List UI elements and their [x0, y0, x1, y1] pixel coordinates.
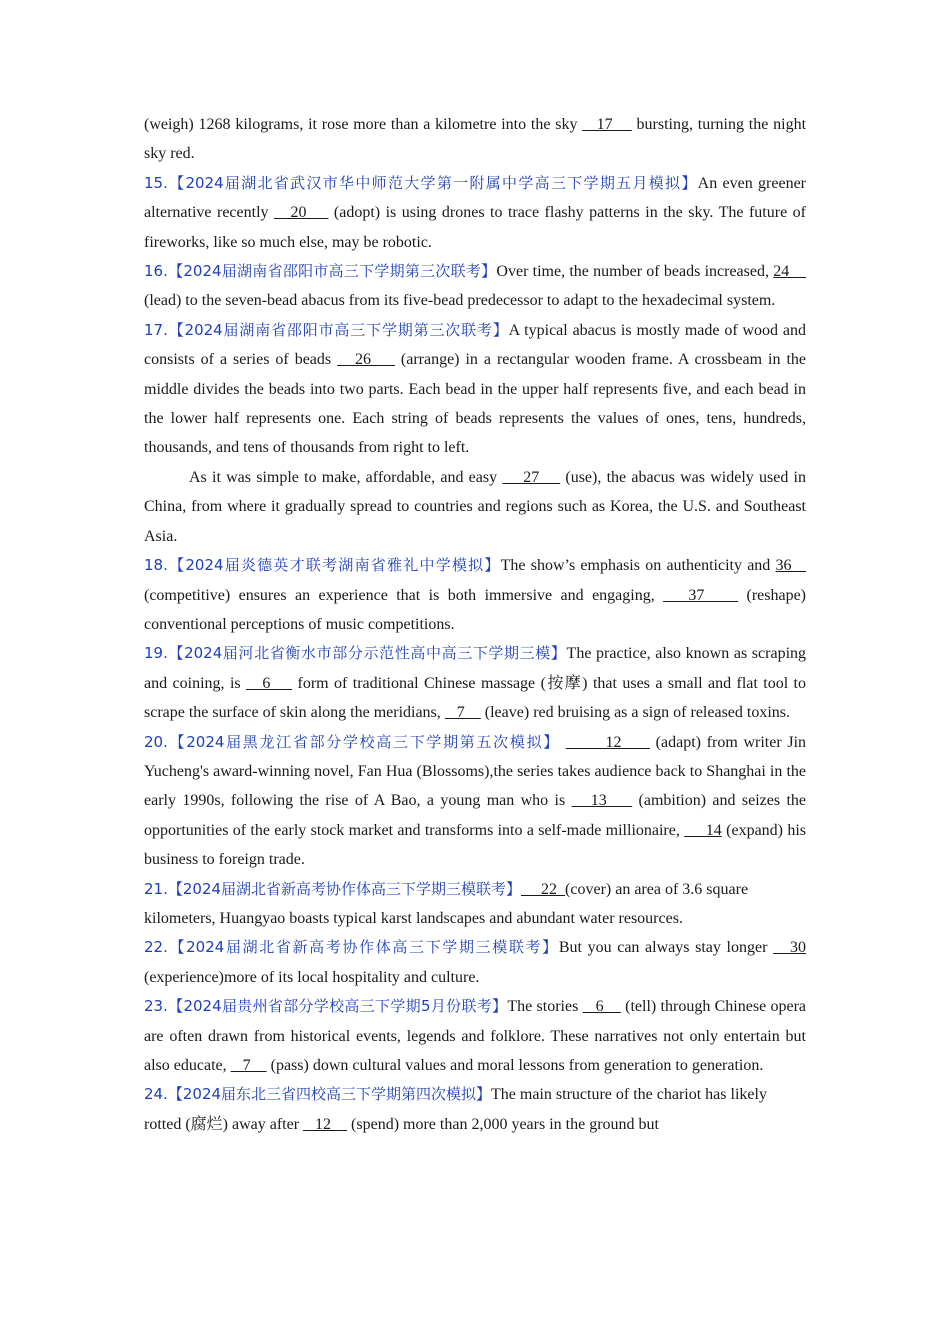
question-text: form of traditional Chinese massage (按摩) that uses a small and flat tool to scrape the surface of skin along the meridians, [144, 674, 807, 722]
question-q20 [144, 728, 806, 875]
source-label: 21.【2024届湖北省新高考协作体高三下学期三模联考】 [144, 879, 522, 898]
question-q15 [144, 169, 806, 257]
question-text: Over time, the number of beads increased, [496, 263, 774, 281]
question-text: (ambition) and seizes the opportunities of the early stock market and transforms into a self-made millionaire, [144, 792, 807, 839]
exercise-content [144, 110, 806, 1139]
answer-blank: 6 [582, 998, 621, 1016]
question-text: A typical abacus is mostly made of wood and consists of a series of beads [144, 321, 807, 369]
answer-blank: 17 [582, 116, 632, 133]
question-q18 [144, 551, 806, 639]
source-label: 15.【2024届湖北省武汉市华中师范大学第一附属中学高三下学期五月模拟】 [144, 173, 698, 192]
question-text: (expand) his business to foreign trade. [144, 821, 806, 869]
question-q17b [144, 463, 806, 551]
answer-blank: 12 [565, 733, 650, 751]
source-label: 17.【2024届湖南省邵阳市高三下学期第三次联考】 [144, 320, 509, 339]
question-text: (reshape) conventional perceptions of music competitions. [144, 586, 807, 633]
question-q24 [144, 1080, 806, 1139]
answer-blank: 22 [521, 880, 566, 898]
question-text: The stories [507, 998, 583, 1016]
question-text: (adopt) is using drones to trace flashy patterns in the sky. The future of fireworks, like so much else, may be robotic. [144, 204, 806, 251]
question-text: The practice, also known as scraping and coining, is [144, 645, 807, 692]
question-q16 [144, 257, 806, 316]
answer-blank: 13 [571, 792, 633, 810]
question-text: (weigh) 1268 kilograms, it rose more than a kilometre into the sky [144, 116, 583, 133]
answer-blank: 6 [246, 674, 293, 692]
question-text: The main structure of the chariot has likely rotted (腐烂) away after [144, 1086, 767, 1133]
answer-blank: 7 [444, 704, 481, 722]
question-q23 [144, 992, 806, 1080]
question-text: (tell) through Chinese opera are often drawn from historical events, legends and folklore. These narratives not only entertain but also educate, [144, 998, 807, 1074]
question-text: bursting, turning the night sky red. [144, 116, 807, 163]
question-text: (experience)more of its local hospitality and culture. [144, 968, 480, 986]
question-text: An even greener alternative recently [144, 174, 806, 222]
source-label: 20.【2024届黑龙江省部分学校高三下学期第五次模拟】 [144, 732, 560, 751]
source-label: 16.【2024届湖南省邵阳市高三下学期第三次联考】 [144, 262, 497, 281]
question-text: (leave) red bruising as a sign of released toxins. [480, 704, 791, 722]
question-q22 [144, 933, 806, 992]
question-text: (competitive) ensures an experience that is both immersive and engaging, [144, 586, 664, 604]
answer-blank: 27 [502, 468, 561, 486]
question-text: (use), the abacus was widely used in China, from where it gradually spread to countries and regions such as Korea, the U.S. and Southeast Asia. [144, 468, 806, 545]
source-label: 24.【2024届东北三省四校高三下学期第四次模拟】 [144, 1085, 492, 1104]
answer-blank: 14 [684, 821, 722, 839]
source-label: 23.【2024届贵州省部分学校高三下学期5月份联考】 [144, 997, 508, 1016]
answer-blank: 20 [274, 204, 329, 222]
question-text: (cover) an area of 3.6 square kilometers, Huangyao boasts typical karst landscapes and abundant water resources. [144, 880, 749, 927]
source-label: 18.【2024届炎德英才联考湖南省雅礼中学模拟】 [144, 556, 501, 575]
answer-blank: 12 [303, 1115, 348, 1133]
question-text: (spend) more than 2,000 years in the ground but [347, 1115, 659, 1133]
question-text: (adapt) from writer Jin Yucheng's award-winning novel, Fan Hua (Blossoms),the series takes audience back to Shanghai in the early 1990s, following the rise of A Bao, a young man who is [144, 733, 807, 810]
answer-blank: 7 [230, 1057, 267, 1074]
question-text: The show’s emphasis on authenticity and [500, 557, 776, 575]
source-label: 22.【2024届湖北省新高考协作体高三下学期三模联考】 [144, 938, 559, 957]
question-q21 [144, 875, 806, 934]
answer-blank: 30 [773, 939, 807, 957]
source-label: 19.【2024届河北省衡水市部分示范性高中高三下学期三模】 [144, 644, 567, 663]
question-cont [144, 110, 806, 169]
answer-blank: 24 [773, 263, 807, 281]
question-text: As it was simple to make, affordable, and easy [189, 468, 503, 486]
question-q19 [144, 639, 806, 727]
answer-blank: 26 [337, 351, 395, 369]
answer-blank: 36 [775, 557, 806, 575]
question-q17 [144, 316, 806, 463]
answer-blank: 37 [663, 586, 739, 604]
question-text: (arrange) in a rectangular wooden frame. A crossbeam in the middle divides the beads into two parts. Each bead in the upper half represents five, and each bead in the lower half represents one. Each string of beads represents the values of ones, tens, hundreds, thousands, and tens of thousands from right to left. [144, 351, 807, 457]
question-text: (lead) to the seven-bead abacus from its five-bead predecessor to adapt to the hexadecimal system. [144, 292, 776, 310]
question-text: (pass) down cultural values and moral lessons from generation to generation. [266, 1057, 764, 1074]
question-text: But you can always stay longer [558, 939, 774, 957]
